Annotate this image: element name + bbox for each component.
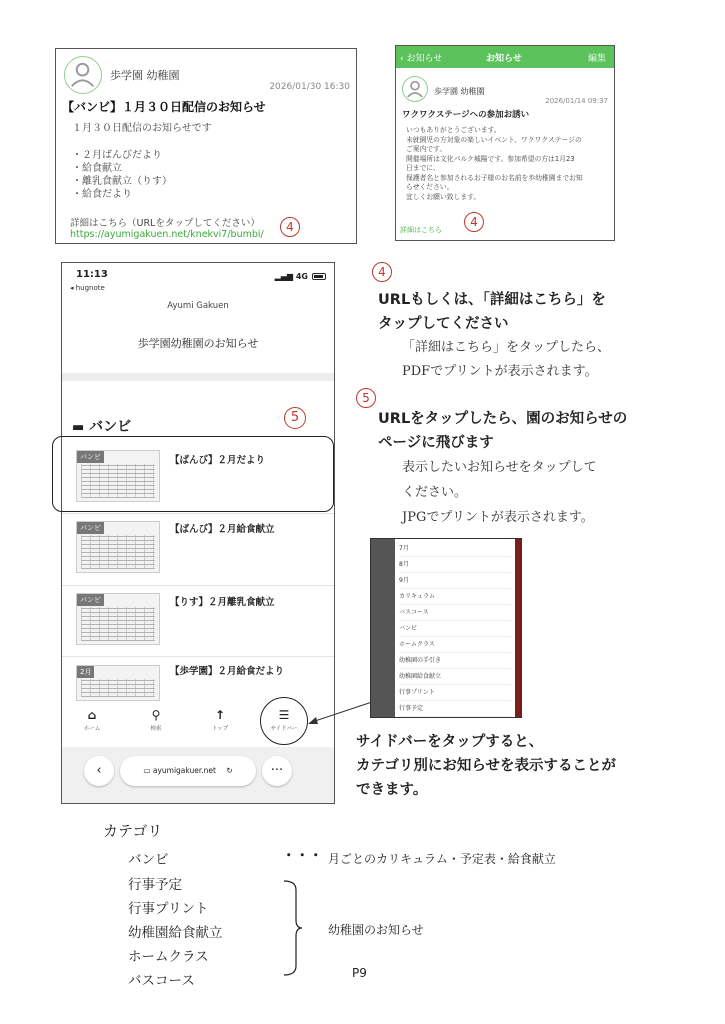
sidebar-item[interactable]: 8月 — [399, 557, 511, 573]
more-button[interactable]: ··· — [262, 756, 292, 786]
body-line: 宜しくお願い致します。 — [406, 192, 481, 201]
avatar — [402, 76, 428, 102]
person-icon — [403, 77, 427, 101]
page-number: P9 — [352, 966, 367, 980]
tab-search[interactable]: ⚲ 検索 — [126, 708, 186, 732]
notice-items — [72, 149, 172, 201]
step5-note: JPGでプリントが表示されます。 — [402, 510, 594, 525]
divider — [62, 513, 334, 514]
notice-item: ・給食献立 — [72, 163, 122, 174]
detail-link[interactable]: 詳細はこちら — [400, 226, 442, 234]
step4-text: タップしてください — [378, 316, 509, 332]
category-description: 幼稚園のお知らせ — [328, 923, 424, 937]
sidebar-item[interactable]: 幼稚園給食献立 — [399, 669, 511, 685]
arrow-up-icon: ↑ — [214, 708, 226, 722]
step4-note: PDFでプリントが表示されます。 — [402, 364, 598, 379]
item-thumbnail[interactable]: バンビ — [76, 521, 160, 573]
step4-note: 「詳細はこちら」をタップしたら、 — [402, 340, 611, 355]
back-to-app[interactable]: ◂ hugnote — [70, 284, 105, 292]
body-line: らせください。 — [406, 183, 454, 191]
category-item: バスコース — [128, 973, 195, 989]
sidebar-instruction: サイドバーをタップすると、 — [356, 734, 544, 750]
category-item: 行事プリント — [128, 901, 209, 917]
notice-title: 【バンビ】１月３０日配信のお知らせ — [62, 100, 266, 114]
status-time: 11:13 — [76, 269, 108, 280]
edge-bar — [515, 539, 521, 717]
item-title[interactable]: 【歩学園】２月給食だより — [170, 666, 285, 677]
item-title[interactable]: 【ばんび】２月だより — [170, 455, 266, 466]
org-name: Ayumi Gakuen — [167, 301, 229, 311]
step-marker-4: 4 — [280, 217, 300, 237]
step-marker-4: 4 — [372, 262, 392, 282]
category-description: 月ごとのカリキュラム・予定表・給食献立 — [328, 852, 556, 866]
category-item: 幼稚園給食献立 — [128, 925, 223, 941]
body-line: 日までに、 — [406, 164, 440, 172]
body-line: 開催場所は文化パルク城陽です。参加希望の方は1月23 — [406, 154, 575, 163]
url-field[interactable]: ▭ ayumigakuer.net ↻ — [120, 756, 256, 786]
signal-indicator: ▂▄▆ 4G — [274, 272, 308, 281]
notice-link[interactable]: https://ayumigakuen.net/knekvi7/bumbi/ — [70, 229, 264, 240]
tab-top[interactable]: ↑ トップ — [190, 708, 250, 732]
bracket — [282, 880, 304, 976]
step5-note: 表示したいお知らせをタップして — [402, 460, 597, 475]
sidebar-icon: ☰ — [278, 708, 290, 722]
notice-item: ・離乳食献立（りす） — [72, 176, 172, 187]
sidebar-item[interactable]: バンビ — [399, 621, 511, 637]
category-heading: カテゴリ — [103, 822, 163, 840]
notice-body: １月３０日配信のお知らせです — [72, 123, 212, 134]
sidebar-instruction: できます。 — [356, 782, 428, 798]
sidebar-item[interactable]: 幼稚園の手引き — [399, 653, 511, 669]
ellipsis: ・・・ — [282, 848, 323, 864]
divider — [62, 656, 334, 657]
home-icon: ⌂ — [87, 708, 97, 722]
notice-item: ・２月ばんびだより — [72, 150, 162, 161]
pointer-arrow — [300, 700, 380, 730]
search-icon: ⚲ — [151, 708, 161, 722]
browser-back-button[interactable]: ‹ — [84, 756, 114, 786]
sender-name: 歩学園 幼稚園 — [110, 69, 180, 82]
item-thumbnail[interactable]: バンビ — [76, 593, 160, 645]
tab-sidebar[interactable]: ☰ サイドバー — [254, 708, 314, 732]
category-item: ホームクラス — [128, 949, 209, 965]
item-thumbnail[interactable]: 2月 — [76, 665, 160, 701]
sidebar-item[interactable]: 7月 — [399, 541, 511, 557]
header-bar — [396, 46, 614, 68]
body-line: いつもありがとうございます。 — [406, 126, 501, 134]
notice-body — [406, 126, 611, 202]
item-title[interactable]: 【りす】２月離乳食献立 — [170, 597, 275, 608]
edit-button[interactable]: 編集 — [587, 54, 606, 64]
sidebar-screenshot — [370, 538, 522, 718]
notice-screenshot-1 — [55, 48, 357, 244]
notice-screenshot-2 — [395, 45, 615, 241]
dimmed-background — [371, 539, 395, 717]
person-icon — [65, 57, 100, 92]
back-button[interactable]: ‹ お知らせ — [400, 54, 443, 64]
notice-date: 2026/01/30 16:30 — [269, 82, 350, 92]
item-thumbnail[interactable]: バンビ — [76, 450, 160, 502]
divider — [62, 585, 334, 586]
divider — [62, 373, 334, 381]
sidebar-item[interactable]: 行事予定 — [399, 701, 511, 717]
sidebar-instruction: カテゴリ別にお知らせを表示することが — [356, 758, 616, 774]
sidebar-item[interactable]: カリキュラム — [399, 589, 511, 605]
sidebar-item[interactable]: 9月 — [399, 573, 511, 589]
sender-name: 歩学園 幼稚園 — [434, 87, 485, 96]
step-marker-4: 4 — [464, 212, 484, 232]
avatar — [64, 56, 102, 94]
category-item: 行事予定 — [128, 877, 182, 893]
notice-item: ・給食だより — [72, 189, 132, 200]
sidebar-panel — [395, 539, 517, 717]
page-title: 歩学園幼稚園のお知らせ — [137, 337, 259, 350]
step-marker-5: 5 — [284, 407, 306, 429]
folder-heading: ▬ バンビ — [72, 419, 132, 435]
item-title[interactable]: 【ばんび】２月給食献立 — [170, 524, 275, 535]
body-line: ご案内です。 — [406, 145, 447, 153]
folder-icon: ▬ — [72, 420, 85, 435]
category-item: バンビ — [128, 852, 169, 868]
step5-text: URLをタップしたら、園のお知らせの — [378, 411, 628, 427]
body-line: 保護者名と参加されるお子様のお名前を歩幼稚園までお知 — [406, 173, 583, 182]
step4-text: URLもしくは、「詳細はこちら」を — [378, 292, 606, 308]
sidebar-item[interactable]: ホームクラス — [399, 637, 511, 653]
sidebar-item[interactable]: 行事プリント — [399, 685, 511, 701]
reload-icon[interactable]: ↻ — [226, 766, 233, 775]
highlight-box — [52, 436, 334, 512]
tabs-icon: ▭ — [143, 766, 153, 775]
header-title: お知らせ — [486, 54, 522, 64]
notice-title: ワクワクステージへの参加お誘い — [402, 110, 530, 120]
step5-text: ページに飛びます — [378, 435, 494, 451]
step5-note: ください。 — [402, 485, 468, 500]
browser-bar — [62, 747, 334, 803]
sidebar-item[interactable]: バスコース — [399, 605, 511, 621]
battery-icon — [312, 273, 326, 280]
notice-date: 2026/01/14 09:37 — [545, 97, 608, 105]
body-line: 未就園児の方対象の楽しいイベント、ワクワクステージの — [406, 135, 582, 144]
step-marker-5: 5 — [356, 388, 376, 408]
detail-text: 詳細はこちら（URLをタップしてください） — [70, 218, 260, 229]
tab-home[interactable]: ⌂ ホーム — [62, 708, 122, 732]
